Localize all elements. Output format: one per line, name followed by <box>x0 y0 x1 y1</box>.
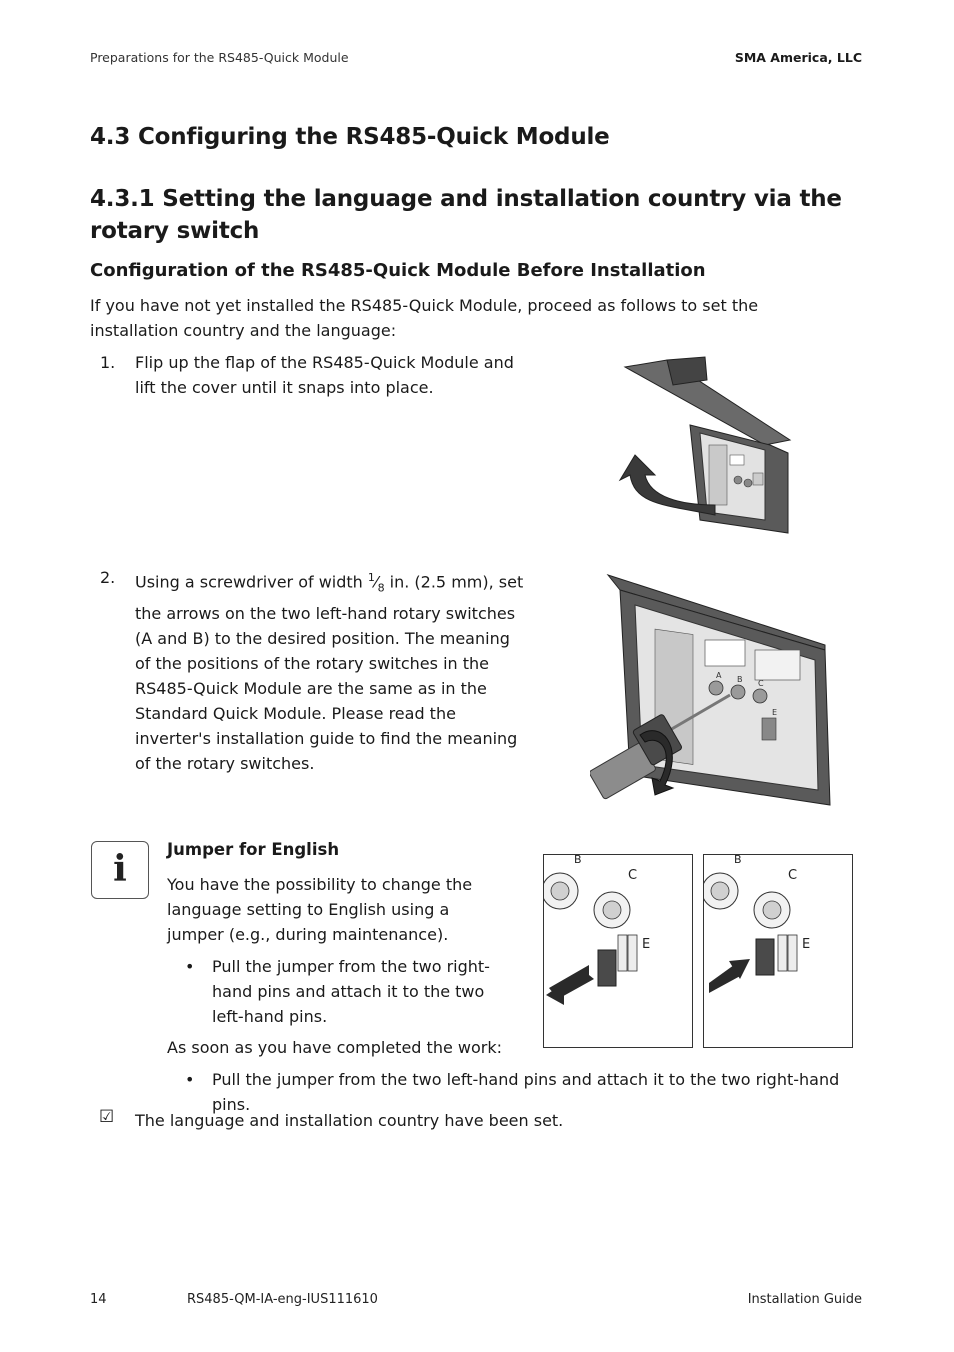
jumper-right-illustration <box>704 855 852 1047</box>
intro-paragraph: If you have not yet installed the RS485-Quick Module, proceed as follows to set the installation country and the language: <box>90 296 759 340</box>
fraction-numerator: 1 <box>367 571 375 584</box>
step-1-text: Flip up the flap of the RS485-Quick Module and lift the cover until it snaps into place. <box>135 353 514 397</box>
jumper-figure-right <box>703 854 853 1048</box>
running-header-company: SMA America, LLC <box>734 50 862 65</box>
procedure-heading: Configuration of the RS485-Quick Module Before Installation <box>90 260 706 281</box>
checkbox-checked-icon: ☑ <box>99 1107 115 1127</box>
jumper-right-label-b: B <box>734 855 742 866</box>
fig-label-b: B <box>737 675 743 684</box>
bullet-dot-2: • <box>185 1070 195 1089</box>
fig-label-c: C <box>758 679 764 688</box>
footer-page-number: 14 <box>90 1292 107 1307</box>
fraction-denominator: 8 <box>377 581 385 595</box>
step-1-number: 1. <box>100 353 116 372</box>
info-bullet-1: Pull the jumper from the two right-hand pins and attach it to the two left-hand pins. <box>212 957 490 1026</box>
bullet-dot-1: • <box>185 957 195 976</box>
jumper-figure-left <box>543 854 693 1048</box>
info-bullet-2: Pull the jumper from the two left-hand pins and attach it to the two right-hand pins. <box>212 1070 840 1114</box>
step-2-text-part2: in. (2.5 mm), set the arrows on the two left-hand rotary switches (A and B) to the desired position. The meaning of the positions of the rotary switches in the RS485-Quick Module are the same as in the Standard Quick Module. Please read the inverter's installation guide to find the meaning of the rotary switches. <box>135 572 524 773</box>
jumper-left-label-e: E <box>642 937 651 952</box>
step-2-text-part1: Using a screwdriver of width <box>135 572 368 592</box>
jumper-left-illustration <box>544 855 692 1047</box>
jumper-right-label-c: C <box>788 868 798 883</box>
jumper-left-label-b: B <box>574 855 582 866</box>
jumper-left-label-c: C <box>628 868 638 883</box>
running-header-section: Preparations for the RS485-Quick Module <box>90 50 349 65</box>
result-text: The language and installation country have been set. <box>135 1111 564 1130</box>
section-heading: 4.3 Configuring the RS485-Quick Module <box>90 124 610 150</box>
fig-label-a: A <box>716 671 722 680</box>
step-2-number: 2. <box>100 568 116 587</box>
info-title: Jumper for English <box>167 840 340 859</box>
footer-doc-type: Installation Guide <box>747 1292 862 1307</box>
fig-label-e: E <box>772 708 778 717</box>
subsection-heading: 4.3.1 Setting the language and installation country via the rotary switch <box>90 186 842 244</box>
info-text: You have the possibility to change the language setting to English using a jumper (e.g., during maintenance). <box>167 875 473 944</box>
step-2-text <box>135 565 530 776</box>
jumper-right-label-e: E <box>802 937 811 952</box>
info-after-text: As soon as you have completed the work: <box>167 1038 502 1057</box>
fraction-slash: ⁄ <box>374 572 378 592</box>
footer-doc-id: RS485-QM-IA-eng-IUS111610 <box>187 1292 378 1307</box>
flap-lift-illustration <box>605 355 800 545</box>
rotary-switch-illustration <box>590 570 840 820</box>
info-icon: i <box>113 848 127 890</box>
info-icon-box <box>91 841 149 899</box>
